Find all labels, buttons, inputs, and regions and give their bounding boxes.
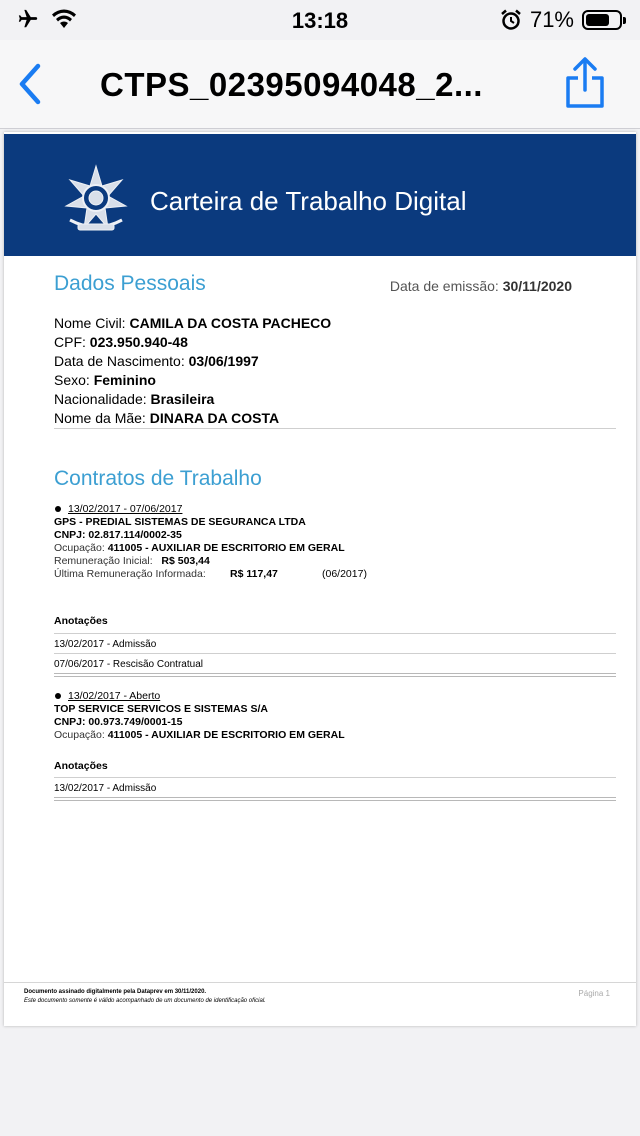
last-pay-value: R$ 117,47 <box>230 568 278 580</box>
battery-percent: 71% <box>529 7 574 32</box>
contract-entry <box>54 503 616 581</box>
divider <box>54 633 616 634</box>
page-number: Página 1 <box>578 989 610 998</box>
chevron-left-icon <box>14 62 50 106</box>
contract-entry <box>54 690 616 742</box>
emission-value: 30/11/2020 <box>502 278 572 294</box>
field-label: CPF: <box>54 334 86 350</box>
section-title-contracts: Contratos de Trabalho <box>54 467 262 490</box>
footer-validity: Este documento somente é válido acompanhado de um documento de identificação oficial. <box>24 998 266 1004</box>
navigation-bar <box>0 40 640 129</box>
field-row <box>54 314 616 333</box>
field-label: Data de Nascimento: <box>54 353 185 369</box>
footer-divider <box>4 982 636 983</box>
occupation-value: 411005 - AUXILIAR DE ESCRITORIO EM GERAL <box>107 729 345 741</box>
field-row <box>54 333 616 352</box>
contract-period: 13/02/2017 - Aberto <box>68 690 161 702</box>
field-label: Nome Civil: <box>54 315 126 331</box>
document-page <box>4 132 636 1026</box>
alarm-icon <box>500 9 522 31</box>
status-bar <box>0 0 640 40</box>
emission-date <box>390 278 572 294</box>
field-value: Feminino <box>93 372 156 388</box>
contract-period: 13/02/2017 - 07/06/2017 <box>68 503 183 515</box>
contract-cnpj: CNPJ: 02.817.114/0002-35 <box>54 529 182 541</box>
divider <box>54 428 616 429</box>
contract-company: TOP SERVICE SERVICOS E SISTEMAS S/A <box>54 703 268 715</box>
clock: 13:18 <box>291 8 349 33</box>
field-row <box>54 390 616 409</box>
last-pay-label: Última Remuneração Informada: <box>54 568 206 580</box>
share-icon <box>560 56 610 112</box>
banner-title: Carteira de Trabalho Digital <box>150 186 467 216</box>
field-row <box>54 409 616 428</box>
battery-fill <box>586 14 609 26</box>
annotations-label: Anotações <box>54 615 108 627</box>
field-value: 03/06/1997 <box>188 353 259 369</box>
annotations-label: Anotações <box>54 760 108 772</box>
footer-signature: Documento assinado digitalmente pela Dataprev em 30/11/2020. <box>24 989 207 995</box>
occupation-label: Ocupação: <box>54 729 105 741</box>
initial-pay-label: Remuneração Inicial: <box>54 555 153 567</box>
document-banner <box>4 134 636 256</box>
field-row <box>54 352 616 371</box>
field-value: 023.950.940-48 <box>89 334 188 350</box>
annotation-item: 13/02/2017 - Admissão <box>54 639 157 650</box>
last-pay-month: (06/2017) <box>322 568 367 580</box>
divider <box>54 673 616 677</box>
field-value: CAMILA DA COSTA PACHECO <box>129 315 332 331</box>
section-title-personal: Dados Pessoais <box>54 272 206 295</box>
occupation-label: Ocupação: <box>54 542 105 554</box>
contract-company: GPS - PREDIAL SISTEMAS DE SEGURANCA LTDA <box>54 516 306 528</box>
field-label: Sexo: <box>54 372 90 388</box>
coat-of-arms-icon <box>58 162 134 238</box>
field-label: Nome da Mãe: <box>54 410 146 426</box>
divider <box>54 777 616 778</box>
document-title: CTPS_02395094048_2... <box>100 66 483 103</box>
contract-cnpj: CNPJ: 00.973.749/0001-15 <box>54 716 183 728</box>
field-row <box>54 371 616 390</box>
emission-label: Data de emissão: <box>389 278 499 294</box>
back-button[interactable] <box>14 62 50 106</box>
field-value: Brasileira <box>150 391 215 407</box>
annotation-item: 07/06/2017 - Rescisão Contratual <box>54 659 203 670</box>
divider <box>54 797 616 801</box>
battery-icon <box>582 10 622 30</box>
personal-data <box>54 314 616 428</box>
share-button[interactable] <box>560 56 610 112</box>
field-value: DINARA DA COSTA <box>149 410 280 426</box>
field-label: Nacionalidade: <box>54 391 147 407</box>
occupation-value: 411005 - AUXILIAR DE ESCRITORIO EM GERAL <box>107 542 345 554</box>
annotation-item: 13/02/2017 - Admissão <box>54 783 157 794</box>
divider <box>54 653 616 654</box>
initial-pay-value: R$ 503,44 <box>161 555 210 567</box>
